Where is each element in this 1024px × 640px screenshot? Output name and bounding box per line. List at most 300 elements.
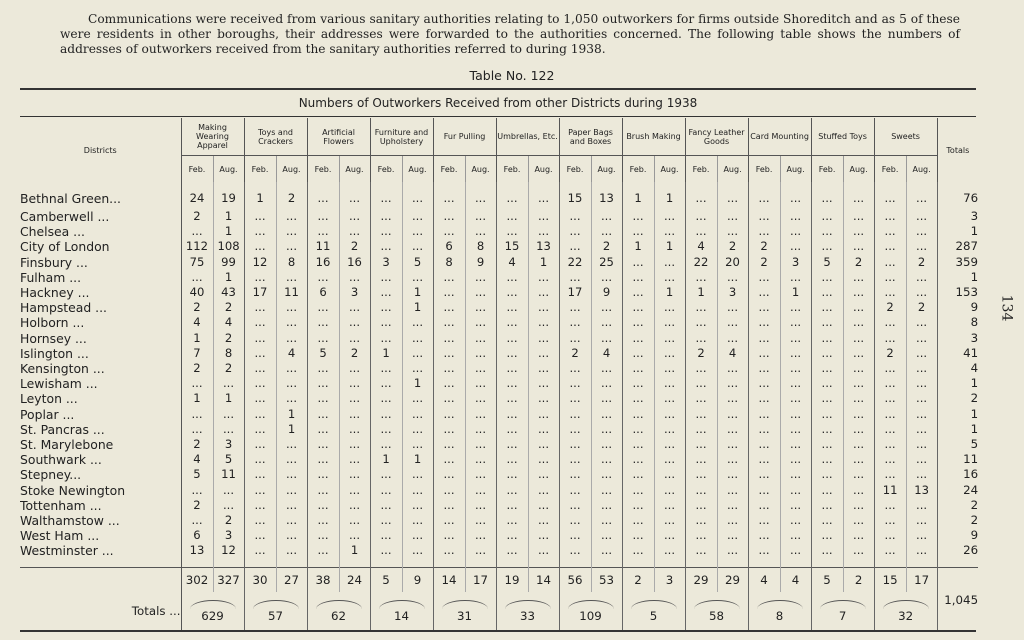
value-cell: ... — [244, 270, 276, 285]
value-cell: ... — [717, 270, 748, 285]
value-cell: 2 — [591, 239, 622, 254]
value-cell: ... — [496, 528, 528, 543]
value-cell: ... — [622, 270, 654, 285]
district-name: Chelsea ... — [20, 224, 181, 239]
value-cell: ... — [465, 407, 496, 422]
value-cell: 4 — [591, 346, 622, 361]
value-cell: 1 — [244, 182, 276, 209]
group-header: Brush Making — [622, 118, 685, 156]
value-cell: ... — [780, 467, 811, 482]
value-cell: ... — [906, 422, 937, 437]
value-cell: ... — [402, 513, 433, 528]
value-cell: 13 — [528, 239, 559, 254]
value-cell: ... — [591, 224, 622, 239]
aug-header: Aug. — [906, 156, 937, 183]
value-cell: ... — [843, 513, 874, 528]
value-cell: ... — [307, 483, 339, 498]
totals-header: Totals — [937, 118, 978, 182]
value-cell: ... — [496, 331, 528, 346]
value-cell: ... — [559, 224, 591, 239]
value-cell: ... — [906, 452, 937, 467]
value-cell: 2 — [559, 346, 591, 361]
value-cell: 1 — [622, 182, 654, 209]
row-total: 1 — [937, 270, 978, 285]
column-sum: 327 — [213, 567, 244, 592]
value-cell: ... — [276, 239, 307, 254]
value-cell: ... — [780, 437, 811, 452]
row-total: 9 — [937, 300, 978, 315]
value-cell: ... — [402, 182, 433, 209]
value-cell: ... — [370, 209, 402, 224]
value-cell: ... — [780, 209, 811, 224]
value-cell: ... — [591, 437, 622, 452]
feb-header: Feb. — [307, 156, 339, 183]
value-cell: ... — [717, 452, 748, 467]
value-cell: ... — [622, 315, 654, 330]
value-cell: ... — [307, 182, 339, 209]
aug-header: Aug. — [654, 156, 685, 183]
value-cell: ... — [213, 422, 244, 437]
top-rule — [20, 88, 976, 90]
feb-header: Feb. — [433, 156, 465, 183]
value-cell: ... — [811, 391, 843, 406]
value-cell: ... — [843, 467, 874, 482]
row-total: 1 — [937, 376, 978, 391]
value-cell: 12 — [213, 543, 244, 567]
value-cell: ... — [717, 422, 748, 437]
value-cell: ... — [622, 407, 654, 422]
value-cell: ... — [276, 331, 307, 346]
group-total — [748, 592, 811, 632]
value-cell: ... — [402, 422, 433, 437]
value-cell: ... — [496, 285, 528, 300]
row-total: 287 — [937, 239, 978, 254]
bottom-rule — [20, 630, 976, 632]
value-cell: 16 — [339, 255, 370, 270]
column-sum: 24 — [339, 567, 370, 592]
group-total-value: 58 — [709, 609, 725, 624]
column-sum: 2 — [622, 567, 654, 592]
value-cell: ... — [591, 543, 622, 567]
value-cell: ... — [685, 391, 717, 406]
aug-header: Aug. — [339, 156, 370, 183]
value-cell: ... — [906, 285, 937, 300]
value-cell: ... — [276, 376, 307, 391]
value-cell: ... — [307, 437, 339, 452]
value-cell: ... — [433, 407, 465, 422]
value-cell: ... — [654, 361, 685, 376]
column-sum: 17 — [465, 567, 496, 592]
value-cell: ... — [433, 331, 465, 346]
value-cell: ... — [559, 239, 591, 254]
value-cell: ... — [748, 407, 780, 422]
group-header: Fur Pulling — [433, 118, 496, 156]
value-cell: ... — [496, 391, 528, 406]
value-cell: 8 — [276, 255, 307, 270]
value-cell: ... — [276, 452, 307, 467]
value-cell: ... — [780, 182, 811, 209]
value-cell: ... — [591, 361, 622, 376]
district-name: St. Marylebone — [20, 437, 181, 452]
value-cell: 8 — [433, 255, 465, 270]
value-cell: 3 — [213, 528, 244, 543]
value-cell: 2 — [213, 513, 244, 528]
brace-icon — [253, 600, 299, 609]
value-cell: ... — [843, 239, 874, 254]
column-sum: 4 — [748, 567, 780, 592]
value-cell: 25 — [591, 255, 622, 270]
value-cell: ... — [433, 543, 465, 567]
district-name: Kensington ... — [20, 361, 181, 376]
value-cell: ... — [811, 498, 843, 513]
value-cell: ... — [528, 376, 559, 391]
value-cell: 16 — [307, 255, 339, 270]
value-cell: ... — [654, 467, 685, 482]
value-cell: 22 — [685, 255, 717, 270]
value-cell: ... — [307, 422, 339, 437]
group-header: Fancy Leather Goods — [685, 118, 748, 156]
value-cell: ... — [244, 224, 276, 239]
value-cell: ... — [622, 513, 654, 528]
value-cell: 6 — [181, 528, 213, 543]
group-total-value: 109 — [579, 609, 602, 624]
aug-header: Aug. — [402, 156, 433, 183]
value-cell: ... — [906, 498, 937, 513]
value-cell: ... — [370, 467, 402, 482]
value-cell: ... — [654, 407, 685, 422]
value-cell: ... — [591, 498, 622, 513]
value-cell: ... — [622, 483, 654, 498]
feb-header: Feb. — [559, 156, 591, 183]
value-cell: ... — [906, 528, 937, 543]
value-cell: ... — [906, 391, 937, 406]
value-cell: 5 — [181, 467, 213, 482]
value-cell: ... — [717, 407, 748, 422]
value-cell: ... — [370, 300, 402, 315]
column-sum: 5 — [811, 567, 843, 592]
value-cell: ... — [559, 270, 591, 285]
column-sums-row — [20, 567, 978, 592]
district-name: Holborn ... — [20, 315, 181, 330]
value-cell: 8 — [213, 346, 244, 361]
feb-header: Feb. — [874, 156, 906, 183]
value-cell: 2 — [181, 361, 213, 376]
value-cell: ... — [591, 391, 622, 406]
aug-header: Aug. — [276, 156, 307, 183]
value-cell: ... — [244, 376, 276, 391]
value-cell: 2 — [843, 255, 874, 270]
group-totals-row — [20, 592, 978, 632]
value-cell: ... — [843, 422, 874, 437]
row-total: 8 — [937, 315, 978, 330]
value-cell: ... — [402, 467, 433, 482]
value-cell: ... — [717, 376, 748, 391]
group-total — [496, 592, 559, 632]
value-cell: ... — [654, 300, 685, 315]
table-row — [20, 376, 978, 391]
feb-header: Feb. — [244, 156, 276, 183]
value-cell: ... — [213, 498, 244, 513]
value-cell: ... — [717, 182, 748, 209]
value-cell: ... — [244, 300, 276, 315]
value-cell: ... — [402, 315, 433, 330]
value-cell: ... — [276, 543, 307, 567]
feb-header: Feb. — [622, 156, 654, 183]
value-cell: ... — [276, 437, 307, 452]
value-cell: ... — [244, 422, 276, 437]
value-cell: ... — [622, 422, 654, 437]
value-cell: ... — [685, 543, 717, 567]
page-number: 134 — [998, 294, 1015, 322]
value-cell: ... — [906, 467, 937, 482]
value-cell: ... — [874, 452, 906, 467]
row-total: 24 — [937, 483, 978, 498]
value-cell: ... — [811, 315, 843, 330]
aug-header: Aug. — [843, 156, 874, 183]
value-cell: ... — [685, 422, 717, 437]
value-cell: ... — [528, 498, 559, 513]
value-cell: ... — [276, 528, 307, 543]
group-header: Making Wearing Apparel — [181, 118, 244, 156]
value-cell: ... — [811, 452, 843, 467]
value-cell: ... — [465, 209, 496, 224]
districts-header: Districts — [20, 118, 181, 182]
value-cell: ... — [906, 270, 937, 285]
value-cell: 99 — [213, 255, 244, 270]
value-cell: ... — [370, 422, 402, 437]
value-cell: ... — [402, 437, 433, 452]
district-name: Lewisham ... — [20, 376, 181, 391]
value-cell: ... — [591, 452, 622, 467]
value-cell: ... — [244, 528, 276, 543]
value-cell: ... — [244, 239, 276, 254]
value-cell: ... — [811, 300, 843, 315]
district-name: Hampstead ... — [20, 300, 181, 315]
value-cell: ... — [717, 315, 748, 330]
value-cell: ... — [528, 452, 559, 467]
value-cell: ... — [370, 315, 402, 330]
grand-total: 1,045 — [937, 567, 978, 632]
value-cell: ... — [244, 361, 276, 376]
district-name: Poplar ... — [20, 407, 181, 422]
value-cell: ... — [874, 209, 906, 224]
value-cell: ... — [717, 391, 748, 406]
value-cell: ... — [528, 543, 559, 567]
value-cell: ... — [811, 239, 843, 254]
value-cell: 3 — [780, 255, 811, 270]
value-cell: ... — [622, 452, 654, 467]
value-cell: ... — [307, 543, 339, 567]
value-cell: ... — [843, 376, 874, 391]
value-cell: ... — [339, 391, 370, 406]
value-cell: ... — [717, 483, 748, 498]
group-total — [244, 592, 307, 632]
group-total — [874, 592, 937, 632]
value-cell: ... — [748, 513, 780, 528]
value-cell: ... — [654, 331, 685, 346]
value-cell: ... — [339, 422, 370, 437]
value-cell: ... — [874, 422, 906, 437]
group-total-value: 62 — [331, 609, 347, 624]
district-name: City of London — [20, 239, 181, 254]
table-row — [20, 182, 978, 209]
group-total-value: 7 — [838, 609, 847, 624]
value-cell: ... — [654, 528, 685, 543]
table-row — [20, 452, 978, 467]
value-cell: ... — [465, 315, 496, 330]
table-row — [20, 407, 978, 422]
value-cell: ... — [780, 270, 811, 285]
value-cell: ... — [685, 513, 717, 528]
value-cell: ... — [370, 483, 402, 498]
value-cell: ... — [528, 270, 559, 285]
value-cell: ... — [528, 331, 559, 346]
value-cell: ... — [717, 437, 748, 452]
value-cell: 1 — [276, 422, 307, 437]
value-cell: ... — [370, 498, 402, 513]
column-sum: 302 — [181, 567, 213, 592]
value-cell: 1 — [402, 376, 433, 391]
value-cell: ... — [811, 361, 843, 376]
value-cell: ... — [717, 543, 748, 567]
table-title: Table No. 122 — [469, 68, 555, 83]
value-cell: ... — [276, 483, 307, 498]
value-cell: ... — [748, 182, 780, 209]
group-header: Toys and Crackers — [244, 118, 307, 156]
value-cell: ... — [433, 285, 465, 300]
value-cell: ... — [370, 513, 402, 528]
value-cell: 5 — [307, 346, 339, 361]
value-cell: ... — [874, 255, 906, 270]
column-sum: 30 — [244, 567, 276, 592]
value-cell: ... — [622, 376, 654, 391]
value-cell: ... — [339, 483, 370, 498]
value-cell: ... — [591, 331, 622, 346]
value-cell: ... — [528, 422, 559, 437]
aug-header: Aug. — [591, 156, 622, 183]
value-cell: ... — [591, 376, 622, 391]
value-cell: ... — [843, 483, 874, 498]
value-cell: ... — [654, 255, 685, 270]
value-cell: ... — [244, 452, 276, 467]
value-cell: ... — [622, 331, 654, 346]
value-cell: ... — [874, 361, 906, 376]
table-row — [20, 467, 978, 482]
table-row — [20, 224, 978, 239]
value-cell: ... — [811, 528, 843, 543]
value-cell: ... — [465, 300, 496, 315]
value-cell: ... — [843, 315, 874, 330]
district-name: Finsbury ... — [20, 255, 181, 270]
value-cell: ... — [843, 270, 874, 285]
brace-icon — [883, 600, 929, 609]
feb-header: Feb. — [748, 156, 780, 183]
value-cell: ... — [181, 376, 213, 391]
value-cell: ... — [811, 209, 843, 224]
value-cell: 5 — [213, 452, 244, 467]
table-row — [20, 255, 978, 270]
value-cell: ... — [370, 270, 402, 285]
value-cell: 1 — [528, 255, 559, 270]
value-cell: 4 — [496, 255, 528, 270]
value-cell: ... — [622, 224, 654, 239]
value-cell: ... — [496, 543, 528, 567]
value-cell: 108 — [213, 239, 244, 254]
value-cell: 40 — [181, 285, 213, 300]
value-cell: ... — [654, 209, 685, 224]
value-cell: ... — [433, 483, 465, 498]
value-cell: ... — [717, 528, 748, 543]
row-total: 1 — [937, 224, 978, 239]
value-cell: ... — [528, 300, 559, 315]
value-cell: 2 — [339, 239, 370, 254]
heading-rule — [20, 116, 976, 117]
value-cell: ... — [181, 270, 213, 285]
value-cell: ... — [591, 483, 622, 498]
value-cell: ... — [780, 422, 811, 437]
district-name: Southwark ... — [20, 452, 181, 467]
value-cell: ... — [465, 270, 496, 285]
value-cell: ... — [748, 331, 780, 346]
column-sum: 56 — [559, 567, 591, 592]
value-cell: ... — [559, 498, 591, 513]
value-cell: ... — [780, 224, 811, 239]
value-cell: ... — [307, 498, 339, 513]
value-cell: ... — [622, 528, 654, 543]
value-cell: ... — [433, 467, 465, 482]
table-row — [20, 528, 978, 543]
table-row — [20, 285, 978, 300]
value-cell: 2 — [213, 331, 244, 346]
value-cell: ... — [307, 452, 339, 467]
value-cell: 3 — [213, 437, 244, 452]
value-cell: ... — [276, 209, 307, 224]
group-header: Umbrellas, Etc. — [496, 118, 559, 156]
row-total: 1 — [937, 422, 978, 437]
row-total: 3 — [937, 209, 978, 224]
value-cell: 4 — [181, 452, 213, 467]
value-cell: ... — [370, 407, 402, 422]
value-cell: ... — [811, 376, 843, 391]
value-cell: ... — [906, 331, 937, 346]
value-cell: ... — [465, 376, 496, 391]
column-sum: 15 — [874, 567, 906, 592]
value-cell: ... — [370, 391, 402, 406]
value-cell: ... — [654, 346, 685, 361]
value-cell: ... — [591, 513, 622, 528]
value-cell: 75 — [181, 255, 213, 270]
value-cell: ... — [811, 331, 843, 346]
value-cell: ... — [654, 376, 685, 391]
value-cell: ... — [685, 315, 717, 330]
value-cell: ... — [811, 543, 843, 567]
column-sum: 4 — [780, 567, 811, 592]
brace-icon — [757, 600, 803, 609]
value-cell: ... — [906, 437, 937, 452]
value-cell: ... — [339, 300, 370, 315]
table-row — [20, 331, 978, 346]
aug-header: Aug. — [717, 156, 748, 183]
value-cell: 2 — [213, 300, 244, 315]
brace-icon — [820, 600, 866, 609]
value-cell: ... — [843, 209, 874, 224]
column-sum: 27 — [276, 567, 307, 592]
value-cell: ... — [685, 182, 717, 209]
value-cell: 43 — [213, 285, 244, 300]
value-cell: ... — [244, 513, 276, 528]
value-cell: ... — [685, 300, 717, 315]
value-cell: ... — [433, 437, 465, 452]
